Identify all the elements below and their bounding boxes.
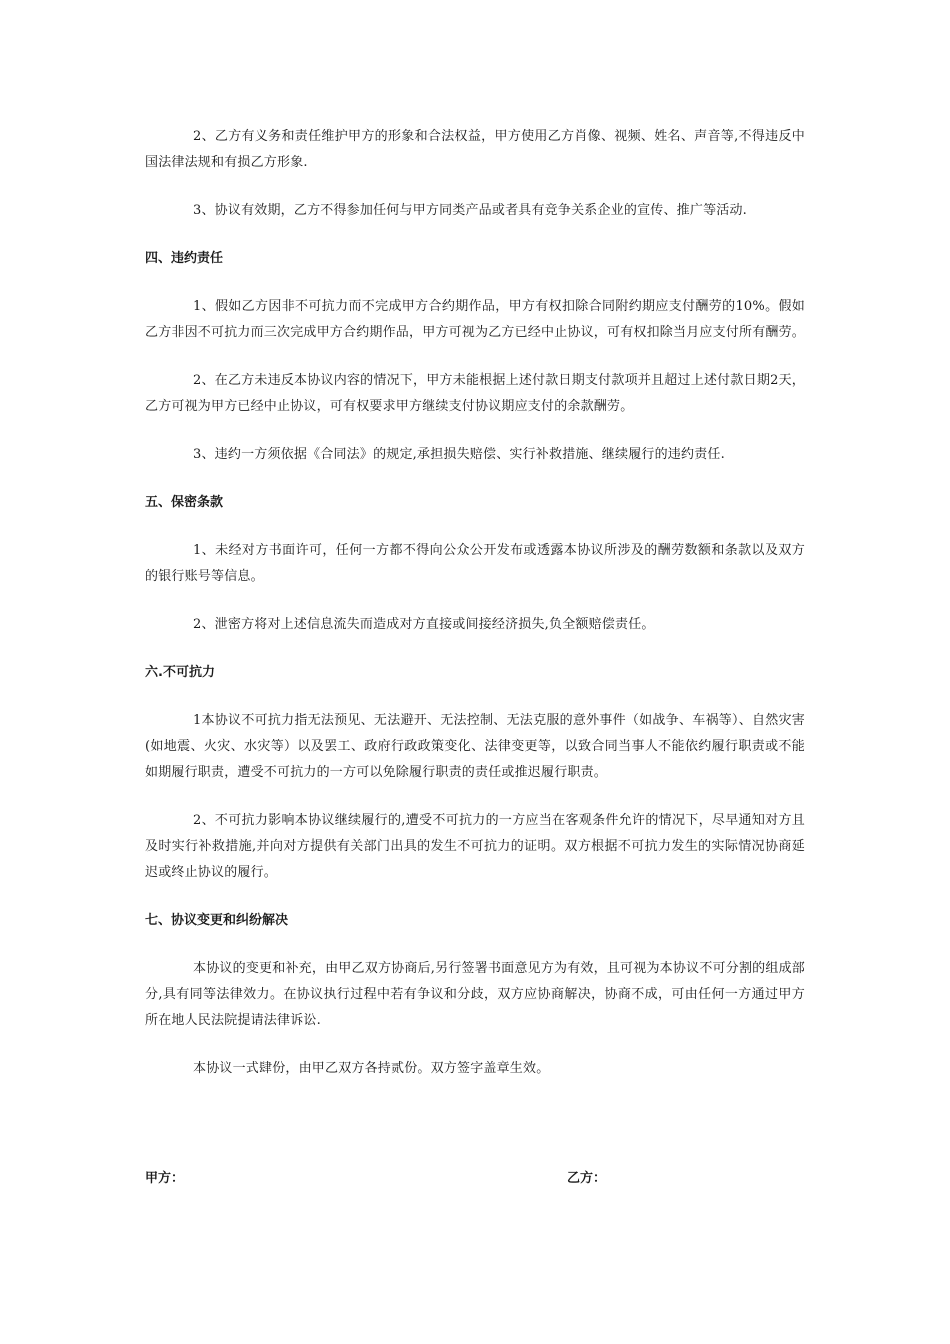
clause-paragraph: 3、违约一方须依据《合同法》的规定,承担损失赔偿、实行补救措施、继续履行的违约责任. [193,447,725,462]
signature-row [145,1166,805,1192]
section-heading-force-majeure: 六.不可抗力 [145,665,215,680]
section-heading-disputes: 七、协议变更和纠纷解决 [145,913,289,928]
section-heading-confidentiality: 五、保密条款 [145,495,224,510]
clause-paragraph: 1、未经对方书面许可，任何一方都不得向公众公开发布或透露本协议所涉及的酬劳数额和条款以及双方的银行账号等信息。 [145,543,805,584]
clause-paragraph: 本协议一式肆份，由甲乙双方各持贰份。双方签字盖章生效。 [193,1061,550,1076]
document-body [145,124,805,1104]
party-b-signature-label: 乙方： [567,1171,607,1186]
clause-paragraph: 1、假如乙方因非不可抗力而不完成甲方合约期作品，甲方有权扣除合同附约期应支付酬劳的10%。假如乙方非因不可抗力而三次完成甲方合约期作品，甲方可视为乙方已经中止协议，可有权扣除当月应支付所有酬劳。 [145,299,806,340]
clause-paragraph: 2、乙方有义务和责任维护甲方的形象和合法权益，甲方使用乙方肖像、视频、姓名、声音等,不得违反中国法律法规和有损乙方形象. [145,129,805,170]
clause-paragraph: 2、不可抗力影响本协议继续履行的,遭受不可抗力的一方应当在客观条件允许的情况下，尽早通知对方且及时实行补救措施,并向对方提供有关部门出具的发生不可抗力的证明。双方根据不可抗力发生的实际情况协商延迟或终止协议的履行。 [145,813,805,880]
party-a-signature-label: 甲方： [145,1171,185,1186]
clause-paragraph: 本协议的变更和补充，由甲乙双方协商后,另行签署书面意见方为有效，且可视为本协议不可分割的组成部分,具有同等法律效力。在协议执行过程中若有争议和分歧，双方应协商解决，协商不成，可由任何一方通过甲方所在地人民法院提请法律诉讼. [145,961,805,1028]
clause-paragraph: 3、协议有效期，乙方不得参加任何与甲方同类产品或者具有竞争关系企业的宣传、推广等活动. [193,203,748,218]
clause-paragraph: 1本协议不可抗力指无法预见、无法避开、无法控制、无法克服的意外事件（如战争、车祸等）、自然灾害(如地震、火灾、水灾等）以及罢工、政府行政政策变化、法律变更等，以致合同当事人不能依约履行职责或不能如期履行职责，遭受不可抗力的一方可以免除履行职责的责任或推迟履行职责。 [145,713,805,780]
clause-paragraph: 2、在乙方未违反本协议内容的情况下，甲方未能根据上述付款日期支付款项并且超过上述付款日期2天，乙方可视为甲方已经中止协议，可有权要求甲方继续支付协议期应支付的余款酬劳。 [145,373,805,414]
section-heading-breach: 四、违约责任 [145,251,224,266]
clause-paragraph: 2、泄密方将对上述信息流失而造成对方直接或间接经济损失,负全额赔偿责任。 [193,617,655,632]
